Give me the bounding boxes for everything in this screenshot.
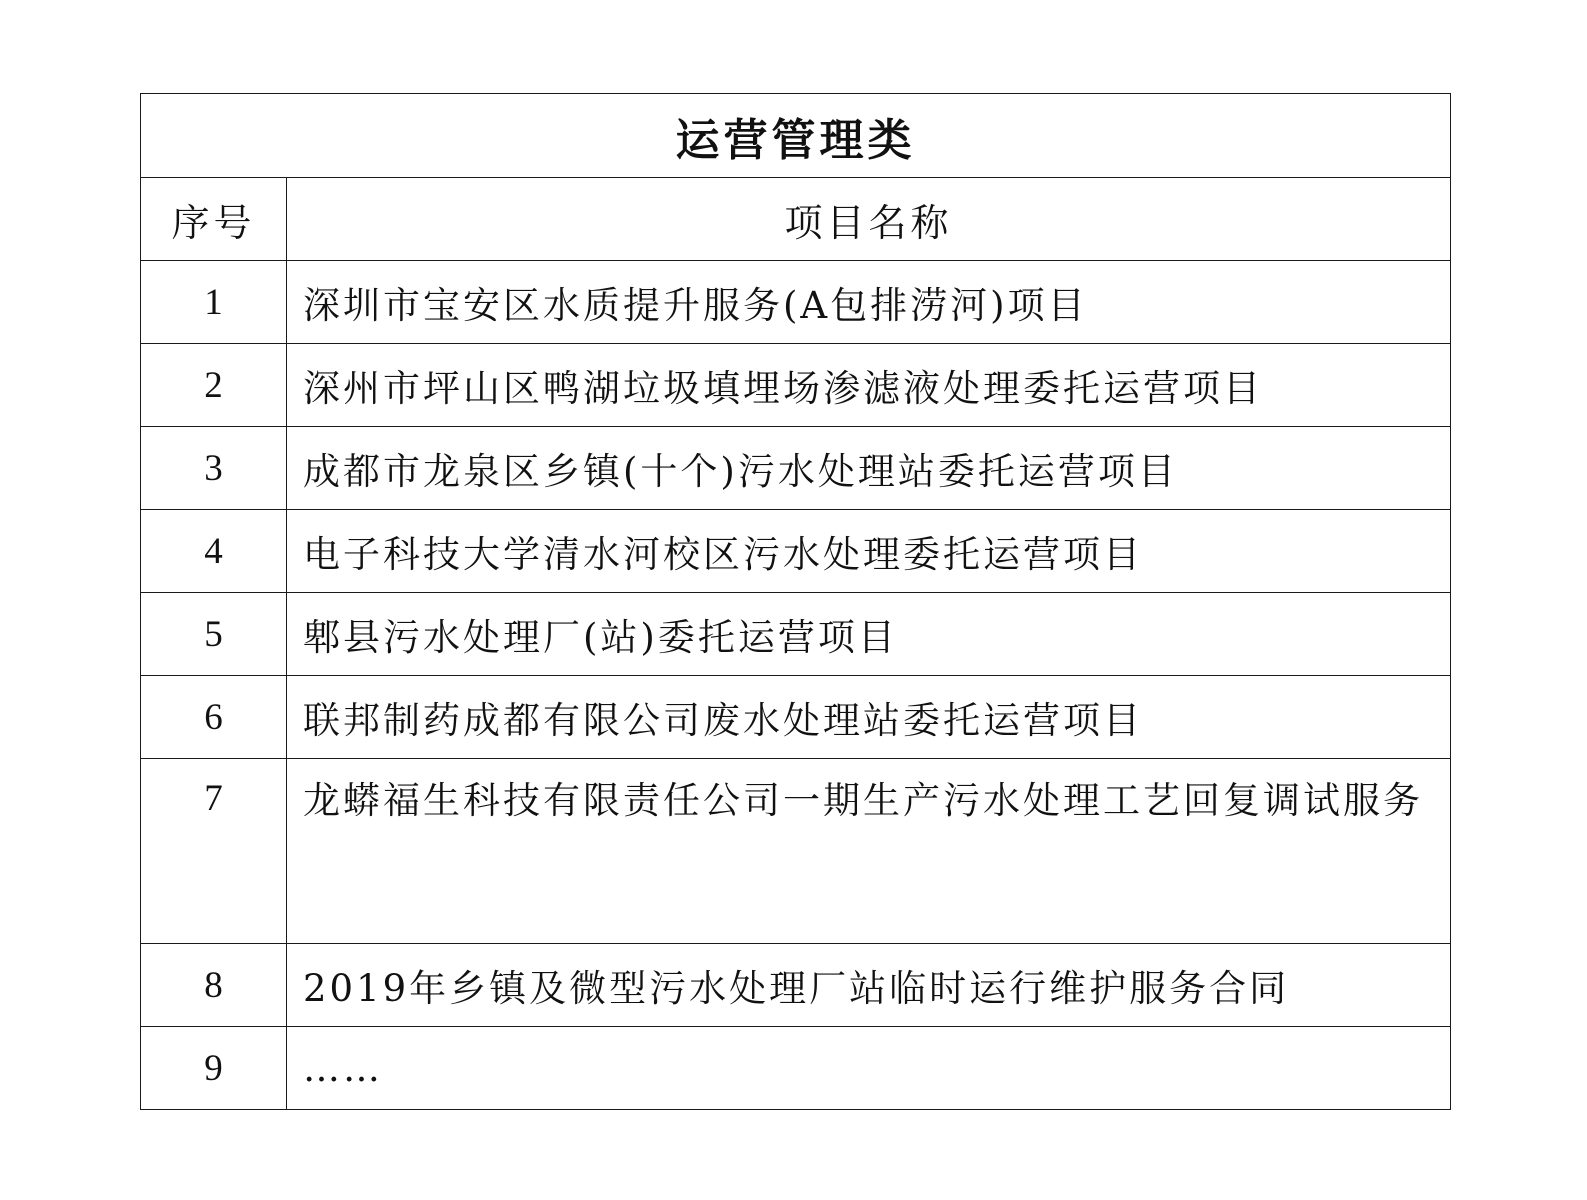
- row-name: ……: [287, 1027, 1451, 1110]
- header-index: 序号: [141, 178, 287, 261]
- row-name: 成都市龙泉区乡镇(十个)污水处理站委托运营项目: [287, 427, 1451, 510]
- row-name: 深州市坪山区鸭湖垃圾填埋场渗滤液处理委托运营项目: [287, 344, 1451, 427]
- row-index: 3: [141, 427, 287, 510]
- table-row: [141, 944, 1451, 1027]
- row-index: 4: [141, 510, 287, 593]
- row-name: 郫县污水处理厂(站)委托运营项目: [287, 593, 1451, 676]
- table-row: [141, 759, 1451, 944]
- table-row: [141, 593, 1451, 676]
- title-row: [141, 94, 1451, 178]
- row-index: 5: [141, 593, 287, 676]
- header-row: [141, 178, 1451, 261]
- row-index: 2: [141, 344, 287, 427]
- row-index: 1: [141, 261, 287, 344]
- row-index: 6: [141, 676, 287, 759]
- table-row: [141, 510, 1451, 593]
- row-name: 2019年乡镇及微型污水处理厂站临时运行维护服务合同: [287, 944, 1451, 1027]
- table-row: [141, 344, 1451, 427]
- table-row: [141, 427, 1451, 510]
- table-row: [141, 676, 1451, 759]
- row-name: 龙蟒福生科技有限责任公司一期生产污水处理工艺回复调试服务: [287, 759, 1451, 944]
- header-name: 项目名称: [287, 178, 1451, 261]
- row-name: 联邦制药成都有限公司废水处理站委托运营项目: [287, 676, 1451, 759]
- table-title: 运营管理类: [141, 94, 1451, 178]
- row-index: 9: [141, 1027, 287, 1110]
- table-row: [141, 261, 1451, 344]
- row-name: 深圳市宝安区水质提升服务(A包排涝河)项目: [287, 261, 1451, 344]
- row-index: 7: [141, 759, 287, 944]
- row-name: 电子科技大学清水河校区污水处理委托运营项目: [287, 510, 1451, 593]
- projects-table: [140, 93, 1451, 1110]
- table-row: [141, 1027, 1451, 1110]
- row-index: 8: [141, 944, 287, 1027]
